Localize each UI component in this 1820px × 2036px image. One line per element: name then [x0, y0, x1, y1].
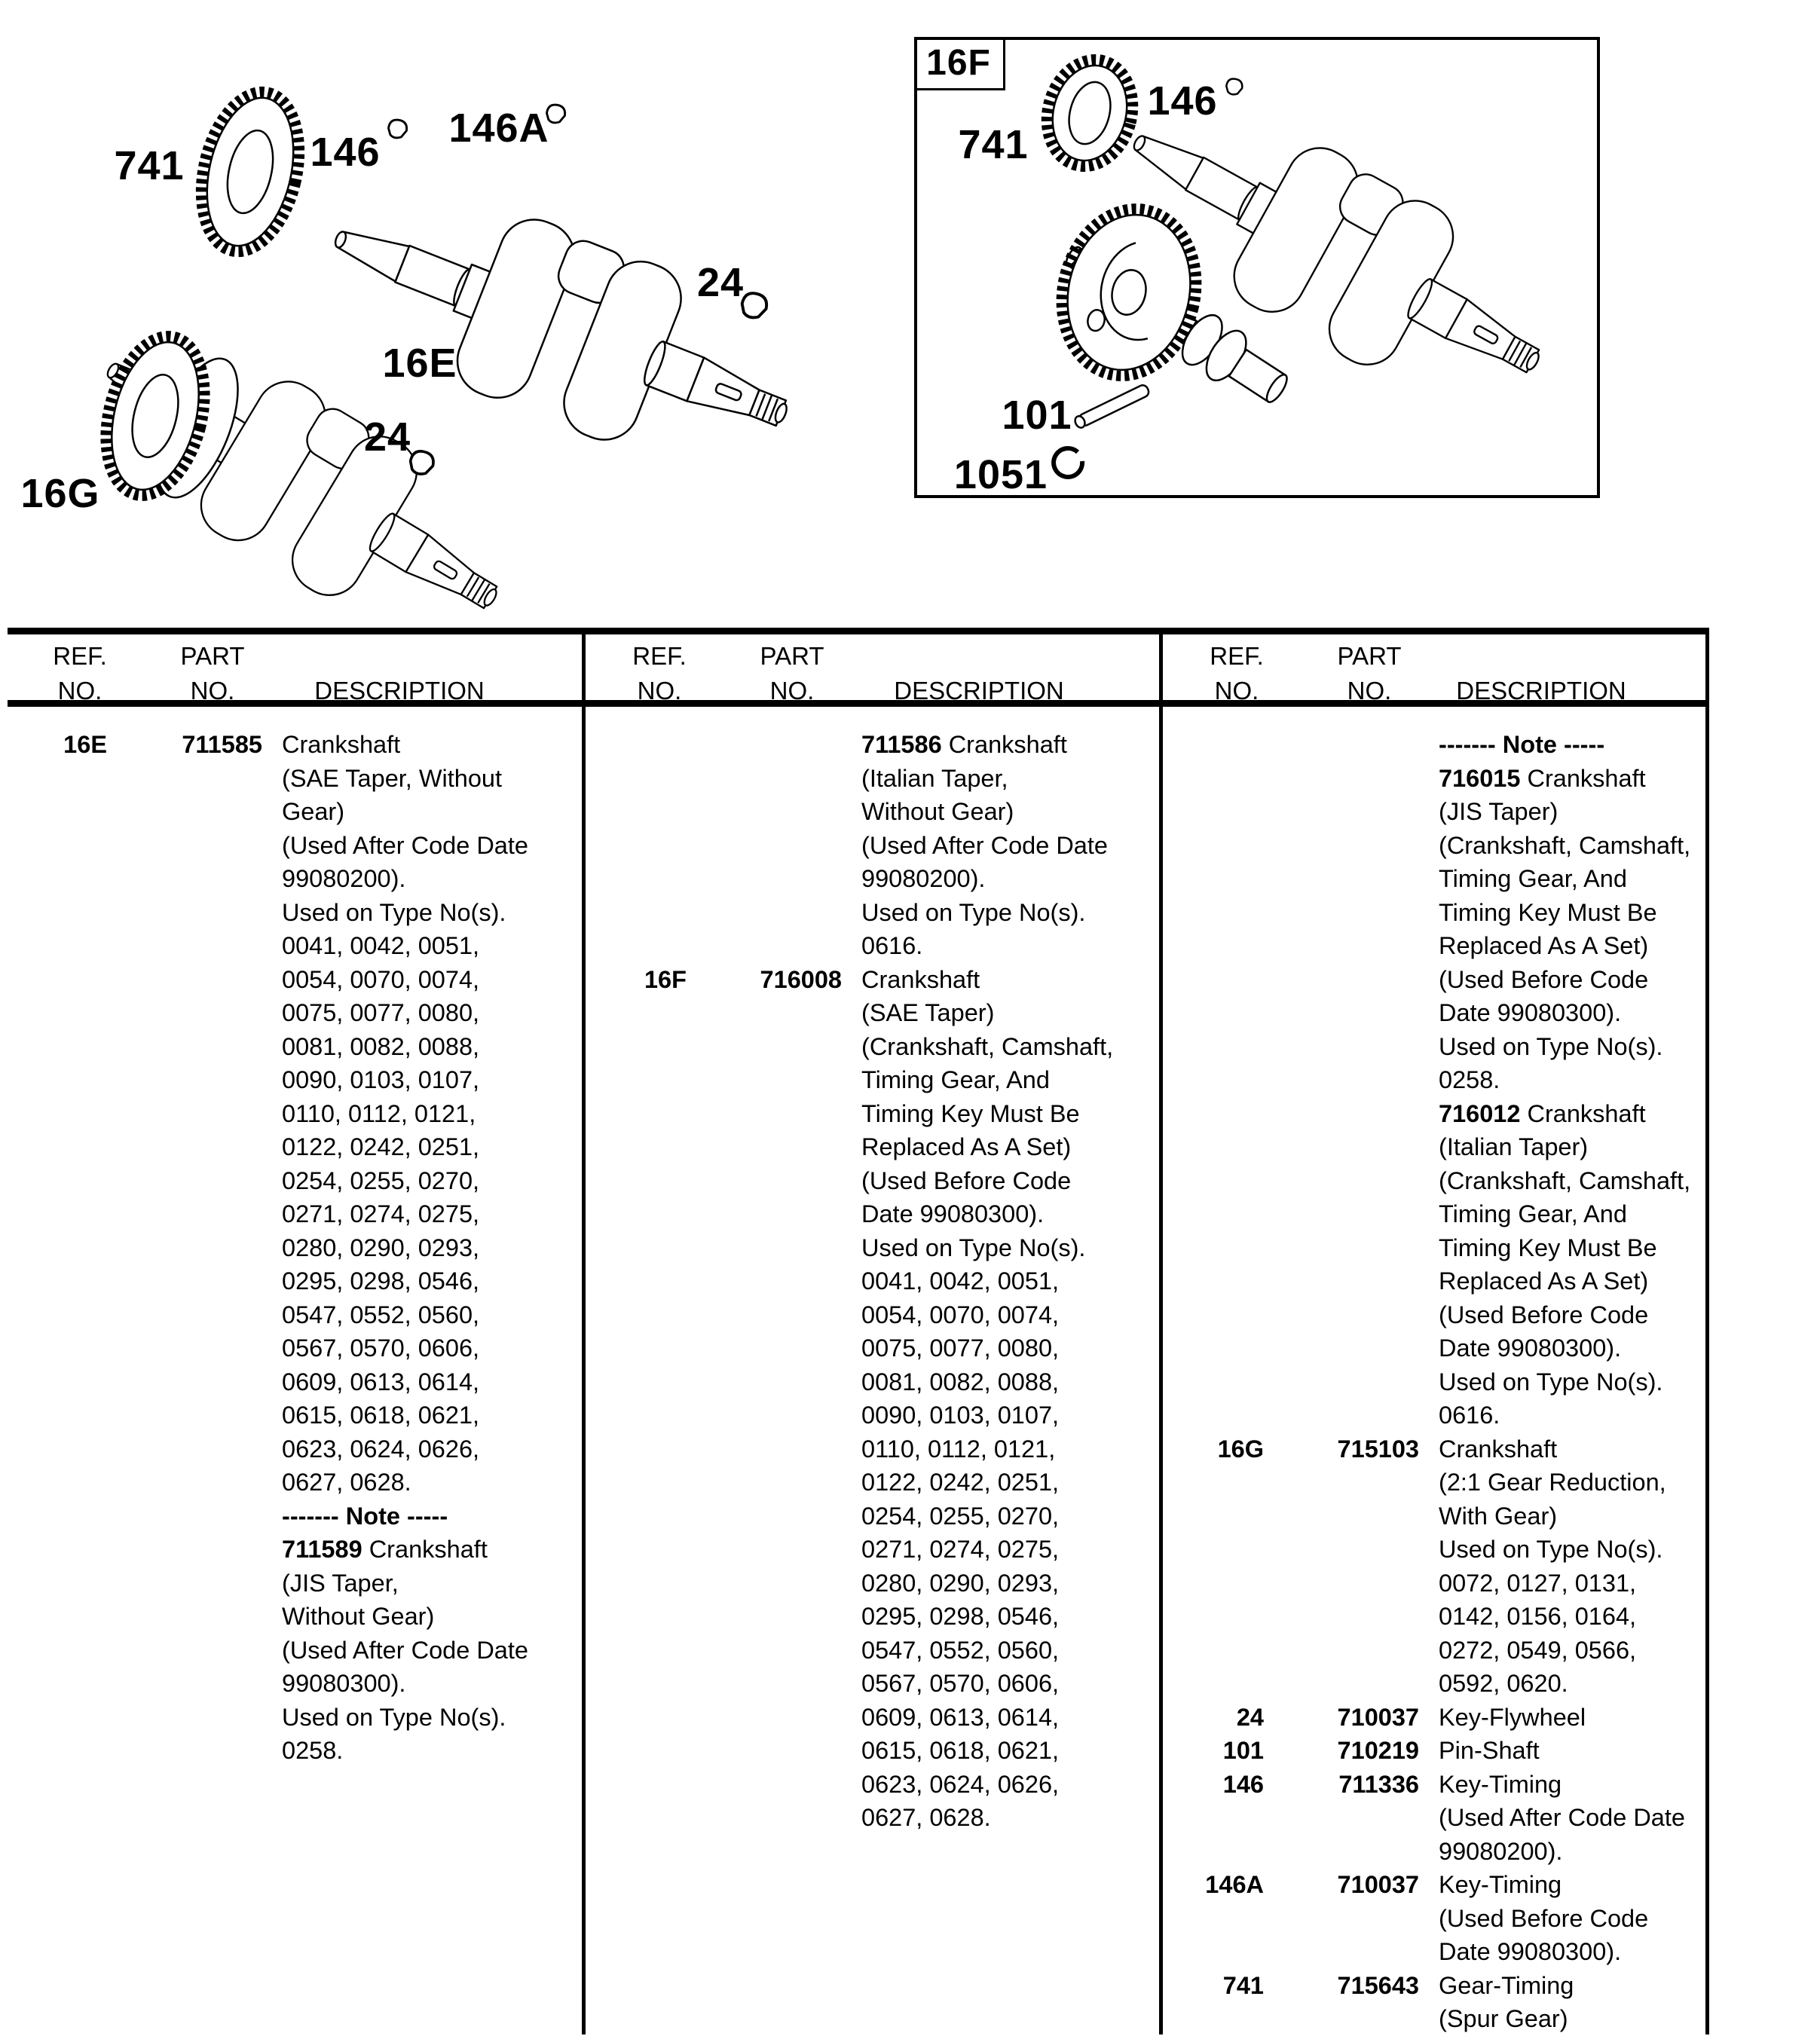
description-line: Used on Type No(s). — [1439, 1368, 1663, 1396]
description-line: 0616. — [861, 932, 923, 959]
description-line: Without Gear) — [282, 1603, 435, 1630]
header-part: PART NO. — [760, 642, 824, 705]
description-cell — [1419, 1868, 1706, 1969]
table-column-1 — [8, 728, 582, 1768]
description-line: 711586 Crankshaft — [861, 731, 1067, 758]
description-line: 0110, 0112, 0121, — [861, 1435, 1056, 1463]
part-no-cell: 715643 — [1337, 1971, 1419, 1999]
label-16e: 16E — [382, 341, 457, 386]
description-line: 0272, 0549, 0566, — [1439, 1636, 1637, 1664]
description-line: 0054, 0070, 0074, — [861, 1301, 1060, 1328]
header-part: PART NO. — [1337, 642, 1402, 705]
description-line: 0623, 0624, 0626, — [282, 1435, 480, 1463]
table-row — [1164, 1969, 1706, 2036]
description-line: Date 99080300). — [1439, 1938, 1622, 1965]
description-line: 0616. — [1439, 1402, 1500, 1429]
description-line: Crankshaft — [861, 965, 980, 993]
description-line: Date 99080300). — [1439, 1334, 1622, 1362]
description-line: 716012 Crankshaft — [1439, 1099, 1646, 1127]
description-line: Replaced As A Set) — [1439, 932, 1649, 959]
table-row — [1164, 1868, 1706, 1969]
key-24-upper-icon — [740, 291, 769, 319]
header-description: DESCRIPTION — [1456, 677, 1626, 705]
description-line: (Used Before Code — [861, 1166, 1072, 1194]
table-row — [1164, 1734, 1706, 1768]
description-line: 0609, 0613, 0614, — [282, 1368, 480, 1396]
description-line: ------- Note ----- — [282, 1502, 448, 1530]
description-line: (Used Before Code — [1439, 1904, 1649, 1932]
description-line: Timing Gear, And — [861, 1066, 1050, 1093]
ref-no-cell: 146 — [1222, 1770, 1264, 1798]
description-line: With Gear) — [1439, 1502, 1558, 1530]
table-row — [587, 963, 1159, 1835]
description-line: 0295, 0298, 0546, — [861, 1603, 1060, 1630]
description-line: 0072, 0127, 0131, — [1439, 1569, 1637, 1597]
part-no-cell: 710037 — [1337, 1703, 1419, 1731]
label-146-box: 146 — [1147, 78, 1218, 124]
table-row — [1164, 728, 1706, 1432]
part-no-cell: 711585 — [182, 731, 262, 758]
description-line: (Crankshaft, Camshaft, — [861, 1032, 1114, 1060]
description-line: 0041, 0042, 0051, — [861, 1267, 1060, 1295]
description-line: Replaced As A Set) — [1439, 1267, 1649, 1295]
table-header-rule — [8, 700, 1709, 707]
description-line: (Used After Code Date — [282, 1636, 528, 1664]
description-line: (Crankshaft, Camshaft, — [1439, 831, 1691, 859]
table-column-2 — [587, 728, 1159, 1835]
key-146-icon — [387, 119, 408, 139]
header-description: DESCRIPTION — [314, 677, 485, 705]
description-line: (Spur Gear) — [1439, 2005, 1568, 2032]
ref-no-cell — [1164, 728, 1264, 1432]
part-no-cell: 711336 — [1338, 1770, 1419, 1798]
description-line: Key-Timing — [1439, 1770, 1562, 1798]
description-line: 0090, 0103, 0107, — [282, 1066, 480, 1093]
description-line: 0567, 0570, 0606, — [861, 1670, 1060, 1697]
ref-no-cell: 16E — [63, 731, 107, 758]
description-line: 99080200). — [861, 865, 986, 892]
description-cell — [1419, 1768, 1706, 1869]
description-line: 0627, 0628. — [282, 1469, 411, 1496]
description-line: 0627, 0628. — [861, 1804, 991, 1831]
description-line: 0090, 0103, 0107, — [861, 1402, 1060, 1429]
description-line: (Used After Code Date — [282, 831, 528, 859]
description-line: 0258. — [1439, 1066, 1500, 1093]
box-16f-tag — [914, 37, 1005, 90]
description-line: 99080200). — [282, 865, 406, 892]
header-ref: REF. NO. — [1210, 642, 1264, 705]
description-line: 0609, 0613, 0614, — [861, 1703, 1060, 1731]
label-741-left: 741 — [114, 143, 185, 188]
description-line: Used on Type No(s). — [1439, 1032, 1663, 1060]
description-line: 0258. — [282, 1737, 344, 1764]
description-line: 0547, 0552, 0560, — [282, 1301, 480, 1328]
label-146a: 146A — [448, 105, 549, 151]
header-ref: REF. NO. — [632, 642, 687, 705]
description-line: Used on Type No(s). — [861, 1234, 1086, 1261]
ref-no-cell: 16G — [1217, 1435, 1264, 1463]
description-line: 0142, 0156, 0164, — [1439, 1603, 1637, 1630]
description-line: 711589 Crankshaft — [282, 1536, 488, 1563]
description-line: 0041, 0042, 0051, — [282, 932, 480, 959]
description-line: ------- Note ----- — [1439, 731, 1605, 758]
description-line: Replaced As A Set) — [861, 1133, 1072, 1160]
description-cell — [1419, 1701, 1706, 1735]
description-line: Timing Key Must Be — [1439, 898, 1657, 926]
description-line: (SAE Taper) — [861, 999, 995, 1026]
description-cell — [842, 728, 1159, 963]
description-line: Timing Gear, And — [1439, 865, 1627, 892]
table-row — [1164, 1432, 1706, 1701]
description-line: Gear) — [282, 798, 345, 825]
description-line: (SAE Taper, Without — [282, 764, 503, 792]
description-cell — [1419, 1432, 1706, 1701]
label-1051: 1051 — [953, 452, 1048, 497]
description-line: 99080200). — [1439, 1837, 1563, 1865]
description-line: (Crankshaft, Camshaft, — [1439, 1166, 1691, 1194]
table-row — [1164, 1701, 1706, 1735]
description-line: 0075, 0077, 0080, — [861, 1334, 1060, 1362]
description-line: Timing Gear, And — [1439, 1200, 1627, 1227]
description-line: 0110, 0112, 0121, — [282, 1099, 476, 1127]
ref-no-cell: 16F — [644, 965, 687, 993]
description-line: 0280, 0290, 0293, — [861, 1569, 1060, 1597]
description-cell — [1419, 1734, 1706, 1768]
description-line: (Used Before Code — [1439, 1301, 1649, 1328]
ref-no-cell: 101 — [1222, 1737, 1264, 1764]
description-line: (JIS Taper) — [1439, 798, 1558, 825]
label-741-box: 741 — [958, 122, 1029, 167]
header-part: PART NO. — [180, 642, 245, 705]
description-line: (Italian Taper) — [1439, 1133, 1589, 1160]
description-line: 0122, 0242, 0251, — [861, 1469, 1060, 1496]
description-cell — [842, 963, 1159, 1835]
header-description: DESCRIPTION — [894, 677, 1064, 705]
description-line: 0623, 0624, 0626, — [861, 1770, 1060, 1798]
description-line: Gear-Timing — [1439, 1971, 1574, 1999]
description-line: Pin-Shaft — [1439, 1737, 1540, 1764]
header-ref: REF. NO. — [53, 642, 107, 705]
label-24-lower: 24 — [363, 414, 411, 460]
description-line: Timing Key Must Be — [1439, 1234, 1657, 1261]
table-row — [8, 728, 582, 1768]
description-cell — [1419, 1969, 1706, 2036]
part-no-cell: 710219 — [1337, 1737, 1419, 1764]
description-cell — [1419, 728, 1706, 1432]
part-no-cell: 715103 — [1337, 1435, 1419, 1463]
ref-no-cell: 146A — [1205, 1871, 1264, 1898]
description-line: 0592, 0620. — [1439, 1670, 1568, 1697]
label-101: 101 — [1002, 393, 1072, 438]
description-line: 0054, 0070, 0074, — [282, 965, 480, 993]
table-top-rule — [8, 628, 1709, 634]
part-no-cell — [687, 728, 842, 963]
description-line: Crankshaft — [282, 731, 401, 758]
table-column-3 — [1164, 728, 1706, 2036]
ref-no-cell — [587, 728, 687, 963]
description-line: Crankshaft — [1439, 1435, 1558, 1463]
part-no-cell — [1264, 728, 1419, 1432]
description-line: (2:1 Gear Reduction, — [1439, 1469, 1666, 1496]
part-no-cell: 710037 — [1337, 1871, 1419, 1898]
description-line: Date 99080300). — [861, 1200, 1045, 1227]
description-line: 0122, 0242, 0251, — [282, 1133, 480, 1160]
description-line: 0271, 0274, 0275, — [282, 1200, 480, 1227]
description-line: Used on Type No(s). — [282, 898, 506, 926]
table-divider-1 — [582, 628, 586, 2034]
description-line: 0081, 0082, 0088, — [282, 1032, 480, 1060]
description-line: 0547, 0552, 0560, — [861, 1636, 1060, 1664]
description-line: 0081, 0082, 0088, — [861, 1368, 1060, 1396]
table-row — [587, 728, 1159, 963]
gear-741-icon — [186, 82, 314, 261]
label-24-upper: 24 — [696, 260, 745, 305]
description-line: 0254, 0255, 0270, — [282, 1166, 480, 1194]
description-line: 0280, 0290, 0293, — [282, 1234, 480, 1261]
description-line: 0567, 0570, 0606, — [282, 1334, 480, 1362]
description-line: 0075, 0077, 0080, — [282, 999, 480, 1026]
description-line: Used on Type No(s). — [861, 898, 1086, 926]
label-16g: 16G — [20, 471, 100, 516]
label-16f: 16F — [926, 42, 991, 83]
description-cell — [262, 728, 582, 1768]
description-line: Date 99080300). — [1439, 999, 1622, 1026]
description-line: Key-Flywheel — [1439, 1703, 1586, 1731]
description-line: Used on Type No(s). — [1439, 1536, 1663, 1563]
label-146-left: 146 — [310, 130, 381, 175]
part-no-cell: 716008 — [760, 965, 842, 993]
description-line: 0271, 0274, 0275, — [861, 1536, 1060, 1563]
ref-no-cell: 24 — [1236, 1703, 1264, 1731]
description-line: (Used After Code Date — [861, 831, 1108, 859]
description-line: (Italian Taper, — [861, 764, 1008, 792]
description-line: 0615, 0618, 0621, — [861, 1737, 1060, 1764]
description-line: 0615, 0618, 0621, — [282, 1402, 480, 1429]
description-line: (Used After Code Date — [1439, 1804, 1685, 1831]
description-line: Used on Type No(s). — [282, 1703, 506, 1731]
ref-no-cell: 741 — [1222, 1971, 1264, 1999]
table-divider-2 — [1159, 628, 1163, 2034]
description-line: 0295, 0298, 0546, — [282, 1267, 480, 1295]
description-line: Without Gear) — [861, 798, 1014, 825]
table-row — [1164, 1768, 1706, 1869]
description-line: Key-Timing — [1439, 1871, 1562, 1898]
description-line: Timing Key Must Be — [861, 1099, 1080, 1127]
description-line: 716015 Crankshaft — [1439, 764, 1646, 792]
description-line: (JIS Taper, — [282, 1569, 399, 1597]
description-line: 0254, 0255, 0270, — [861, 1502, 1060, 1530]
description-line: 99080300). — [282, 1670, 406, 1697]
description-line: (Used Before Code — [1439, 965, 1649, 993]
